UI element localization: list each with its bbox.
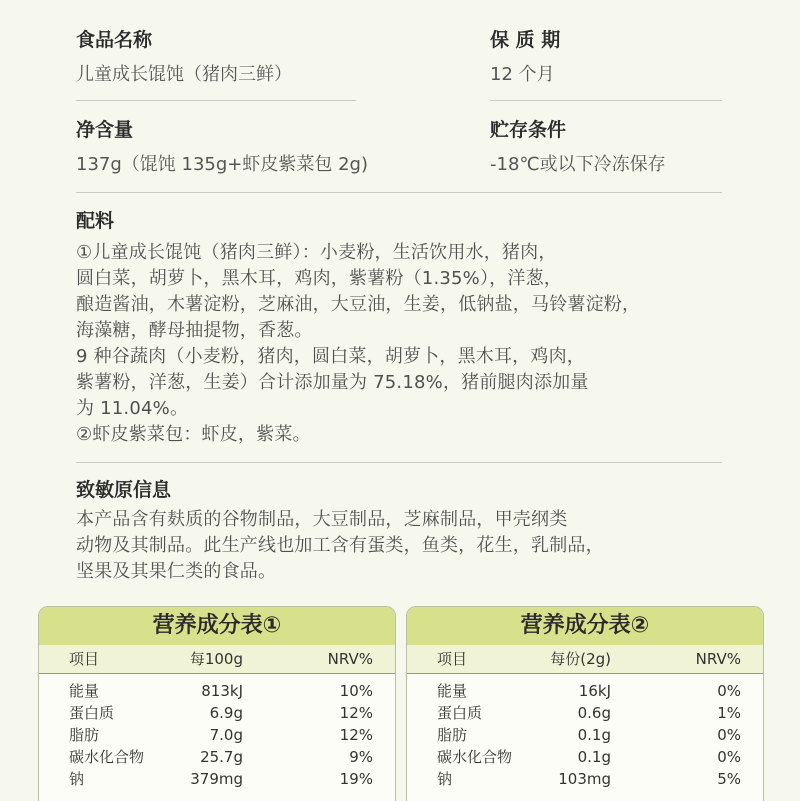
nutrition-table-header — [39, 645, 395, 674]
nutrient-name: 能量 — [69, 682, 100, 700]
nutrient-name: 能量 — [437, 682, 468, 700]
allergen-line: 动物及其制品。此生产线也加工含有蛋类，鱼类，花生，乳制品， — [76, 535, 604, 556]
storage-label: 贮存条件 — [490, 119, 567, 141]
table-row — [39, 746, 395, 768]
shelf-life-value: 12 个月 — [490, 64, 555, 85]
allergen-label: 致敏原信息 — [76, 479, 172, 501]
nutrient-amount: 0.6g — [577, 704, 611, 722]
divider — [76, 100, 356, 101]
nutrient-amount: 6.9g — [209, 704, 243, 722]
nutrient-amount: 103mg — [558, 770, 611, 788]
nutrition-table-header — [407, 645, 763, 674]
ingredients-line: 圆白菜，胡萝卜，黑木耳，鸡肉，紫薯粉（1.35%），洋葱， — [76, 268, 562, 289]
nutrition-table-title: 营养成分表② — [407, 607, 763, 645]
nutrient-amount: 813kJ — [201, 682, 243, 700]
nutrient-name: 脂肪 — [437, 726, 468, 744]
nutrient-nrv: 1% — [717, 704, 741, 722]
nutrient-name: 钠 — [437, 770, 453, 788]
nutrient-nrv: 0% — [717, 682, 741, 700]
nutrition-table-title: 营养成分表① — [39, 607, 395, 645]
nutrient-name: 脂肪 — [69, 726, 100, 744]
table-row — [407, 746, 763, 768]
table-row — [39, 724, 395, 746]
ingredients-line: 紫薯粉，洋葱，生姜）合计添加量为 75.18%，猪前腿肉添加量 — [76, 372, 589, 393]
nutrient-nrv: 19% — [339, 770, 373, 788]
divider — [490, 100, 722, 101]
nutrient-nrv: 0% — [717, 748, 741, 766]
allergen-line: 本产品含有麸质的谷物制品，大豆制品，芝麻制品，甲壳纲类 — [76, 509, 568, 530]
header-per-amount: 每份(2g) — [550, 650, 611, 668]
ingredients-line: ①儿童成长馄饨（猪肉三鲜）：小麦粉，生活饮用水，猪肉， — [76, 242, 557, 263]
nutrient-nrv: 12% — [339, 704, 373, 722]
ingredients-line: ②虾皮紫菜包：虾皮，紫菜。 — [76, 424, 311, 445]
table-row — [407, 702, 763, 724]
table-row — [407, 680, 763, 702]
table-row — [39, 680, 395, 702]
nutrient-name: 蛋白质 — [69, 704, 115, 722]
nutrient-nrv: 9% — [349, 748, 373, 766]
header-per-amount: 每100g — [189, 650, 243, 668]
net-content-label: 净含量 — [76, 119, 134, 141]
nutrient-amount: 0.1g — [577, 726, 611, 744]
divider — [76, 462, 722, 463]
ingredients-line: 酿造酱油，木薯淀粉，芝麻油，大豆油，生姜，低钠盐，马铃薯淀粉， — [76, 294, 641, 315]
header-item: 项目 — [69, 650, 100, 668]
table-row — [39, 768, 395, 790]
table-row — [407, 768, 763, 790]
nutrient-amount: 25.7g — [200, 748, 243, 766]
header-nrv: NRV% — [327, 650, 373, 668]
nutrient-amount: 379mg — [190, 770, 243, 788]
divider — [76, 192, 722, 193]
nutrient-name: 碳水化合物 — [69, 748, 145, 766]
ingredients-line: 为 11.04%。 — [76, 398, 189, 419]
nutrition-table-2 — [406, 606, 764, 801]
nutrition-table-1 — [38, 606, 396, 801]
food-name-value: 儿童成长馄饨（猪肉三鲜） — [76, 64, 292, 85]
nutrient-nrv: 5% — [717, 770, 741, 788]
ingredients-line: 9 种谷蔬肉（小麦粉，猪肉，圆白菜，胡萝卜，黑木耳，鸡肉， — [76, 346, 585, 367]
table-row — [407, 724, 763, 746]
ingredients-text — [76, 240, 776, 448]
nutrient-amount: 7.0g — [209, 726, 243, 744]
ingredients-line: 海藻糖，酵母抽提物，香葱。 — [76, 320, 313, 341]
allergen-line: 坚果及其果仁类的食品。 — [76, 561, 277, 582]
food-name-label: 食品名称 — [76, 29, 153, 51]
shelf-life-label: 保 质 期 — [490, 29, 561, 51]
nutrient-nrv: 0% — [717, 726, 741, 744]
header-item: 项目 — [437, 650, 468, 668]
allergen-text — [76, 507, 776, 585]
nutrient-name: 蛋白质 — [437, 704, 483, 722]
storage-value: -18℃或以下冷冻保存 — [490, 154, 666, 175]
nutrient-amount: 0.1g — [577, 748, 611, 766]
ingredients-label: 配料 — [76, 210, 115, 232]
net-content-value: 137g（馄饨 135g+虾皮紫菜包 2g) — [76, 154, 368, 175]
header-nrv: NRV% — [695, 650, 741, 668]
nutrient-nrv: 12% — [339, 726, 373, 744]
nutrient-name: 碳水化合物 — [437, 748, 513, 766]
nutrient-name: 钠 — [69, 770, 85, 788]
nutrient-nrv: 10% — [339, 682, 373, 700]
table-row — [39, 702, 395, 724]
nutrient-amount: 16kJ — [578, 682, 611, 700]
